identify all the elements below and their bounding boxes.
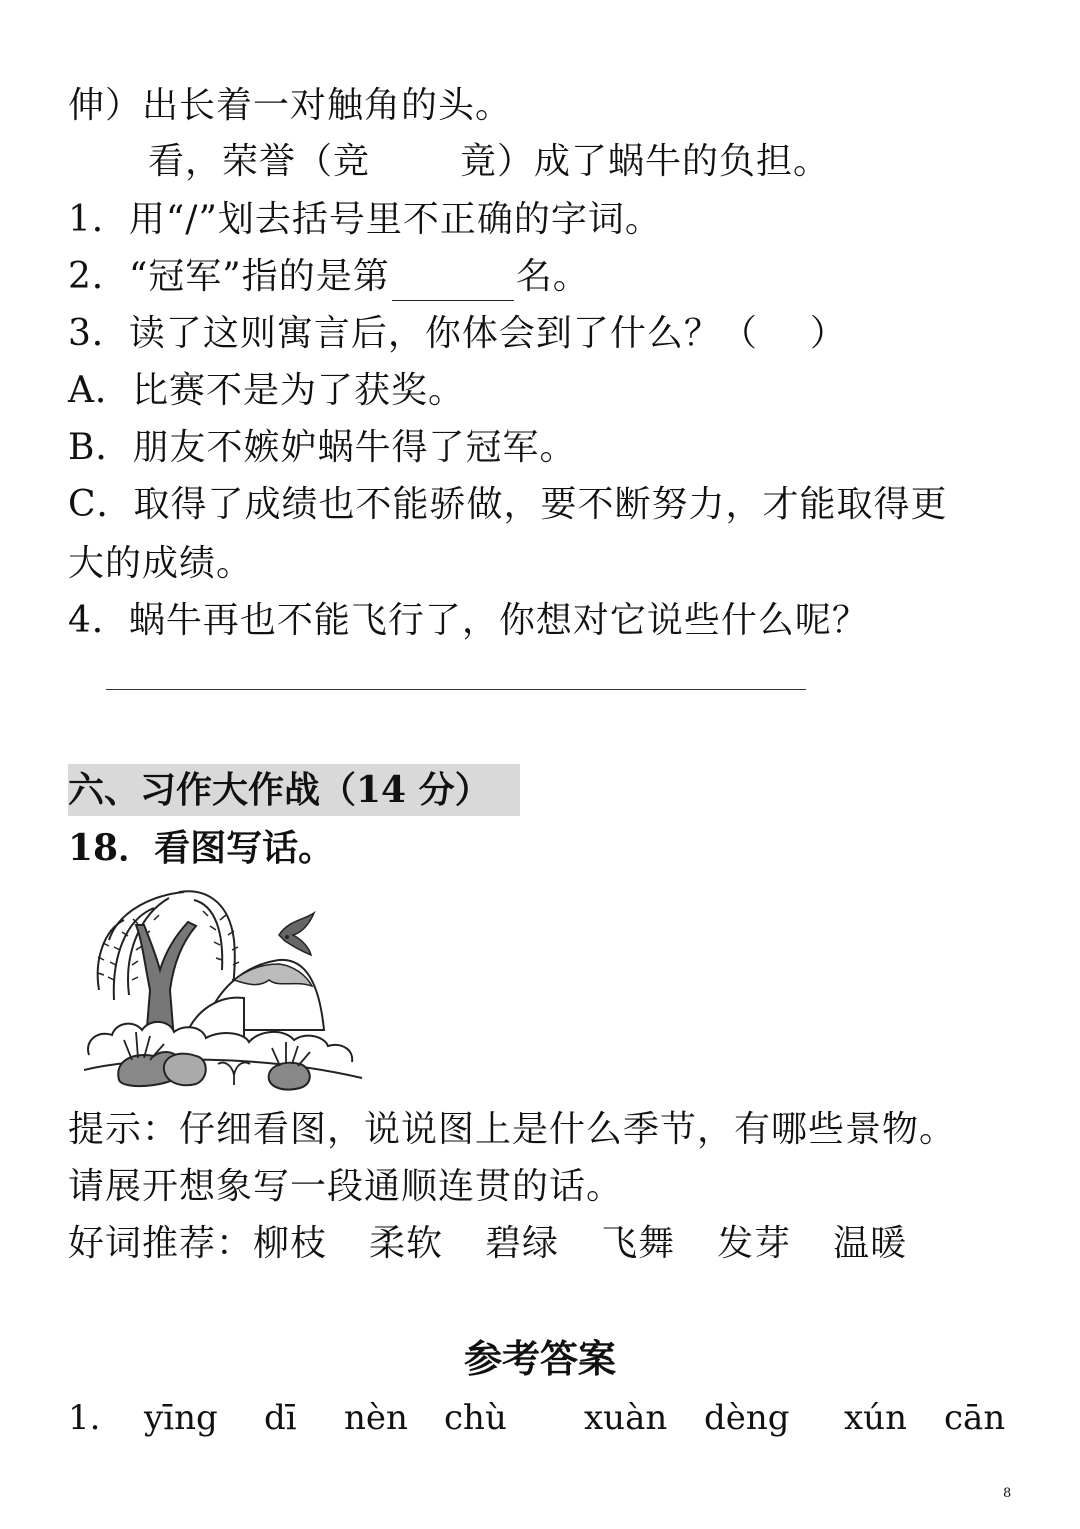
pinyin-answer: yīng <box>144 1398 218 1438</box>
option-b: B．朋友不嫉妒蜗牛得了冠军。 <box>68 427 577 468</box>
question-2-suffix: 名。 <box>515 256 590 297</box>
question-2 <box>68 253 590 301</box>
pinyin-answer: xuàn <box>584 1398 668 1438</box>
option-c: C．取得了成绩也不能骄做，要不断努力，才能取得更 <box>68 484 948 525</box>
question-1: 1．用“/”划去括号里不正确的字词。 <box>68 199 662 240</box>
pinyin-answer: dī <box>264 1398 297 1438</box>
answer-number: 1. <box>68 1398 101 1438</box>
word-recommendations <box>68 1220 949 1268</box>
fill-blank[interactable] <box>392 266 514 301</box>
recommended-word: 发芽 <box>717 1223 792 1264</box>
recommended-word: 柔软 <box>369 1223 444 1264</box>
question-18: 18．看图写话。 <box>68 827 335 869</box>
pinyin-answer: cān <box>944 1398 1006 1438</box>
passage-line-1: 伸）出长着一对触角的头。 <box>68 85 513 126</box>
page-number: 8 <box>1003 1486 1012 1501</box>
question-3-text: 3．读了这则寓言后，你体会到了什么？（ <box>68 313 758 354</box>
question-4: 4．蜗牛再也不能飞行了，你想对它说些什么呢？ <box>68 600 869 641</box>
section-heading: 六、习作大作战（14 分） <box>68 764 520 816</box>
hint-line-1: 提示：仔细看图，说说图上是什么季节，有哪些景物。 <box>68 1109 957 1150</box>
recommended-word: 柳枝 <box>253 1223 328 1264</box>
pinyin-answer: nèn <box>344 1398 408 1438</box>
word-recommendations-label: 好词推荐： <box>68 1223 254 1264</box>
option-a: A．比赛不是为了获奖。 <box>68 370 465 411</box>
hint-line-2: 请展开想象写一段通顺连贯的话。 <box>68 1166 624 1207</box>
passage-line-2 <box>148 138 830 186</box>
recommended-word: 碧绿 <box>485 1223 560 1264</box>
passage-line-2-end: 竟）成了蜗牛的负担。 <box>460 141 831 182</box>
pinyin-answer: xún <box>844 1398 907 1438</box>
question-3-close: ） <box>809 313 847 354</box>
pinyin-answer: chù <box>444 1398 507 1438</box>
option-c-continued: 大的成绩。 <box>68 543 254 584</box>
recommended-word: 飞舞 <box>601 1223 676 1264</box>
passage-line-2-start: 看，荣誉（竞 <box>148 141 371 182</box>
spring-scene-illustration <box>84 880 364 1095</box>
answer-write-line[interactable] <box>106 689 806 690</box>
answer-key-title: 参考答案 <box>463 1336 616 1381</box>
question-2-text: 2．“冠军”指的是第 <box>68 256 390 297</box>
pinyin-answer: dèng <box>704 1398 790 1438</box>
question-3 <box>68 310 847 358</box>
recommended-word: 温暖 <box>833 1223 908 1264</box>
